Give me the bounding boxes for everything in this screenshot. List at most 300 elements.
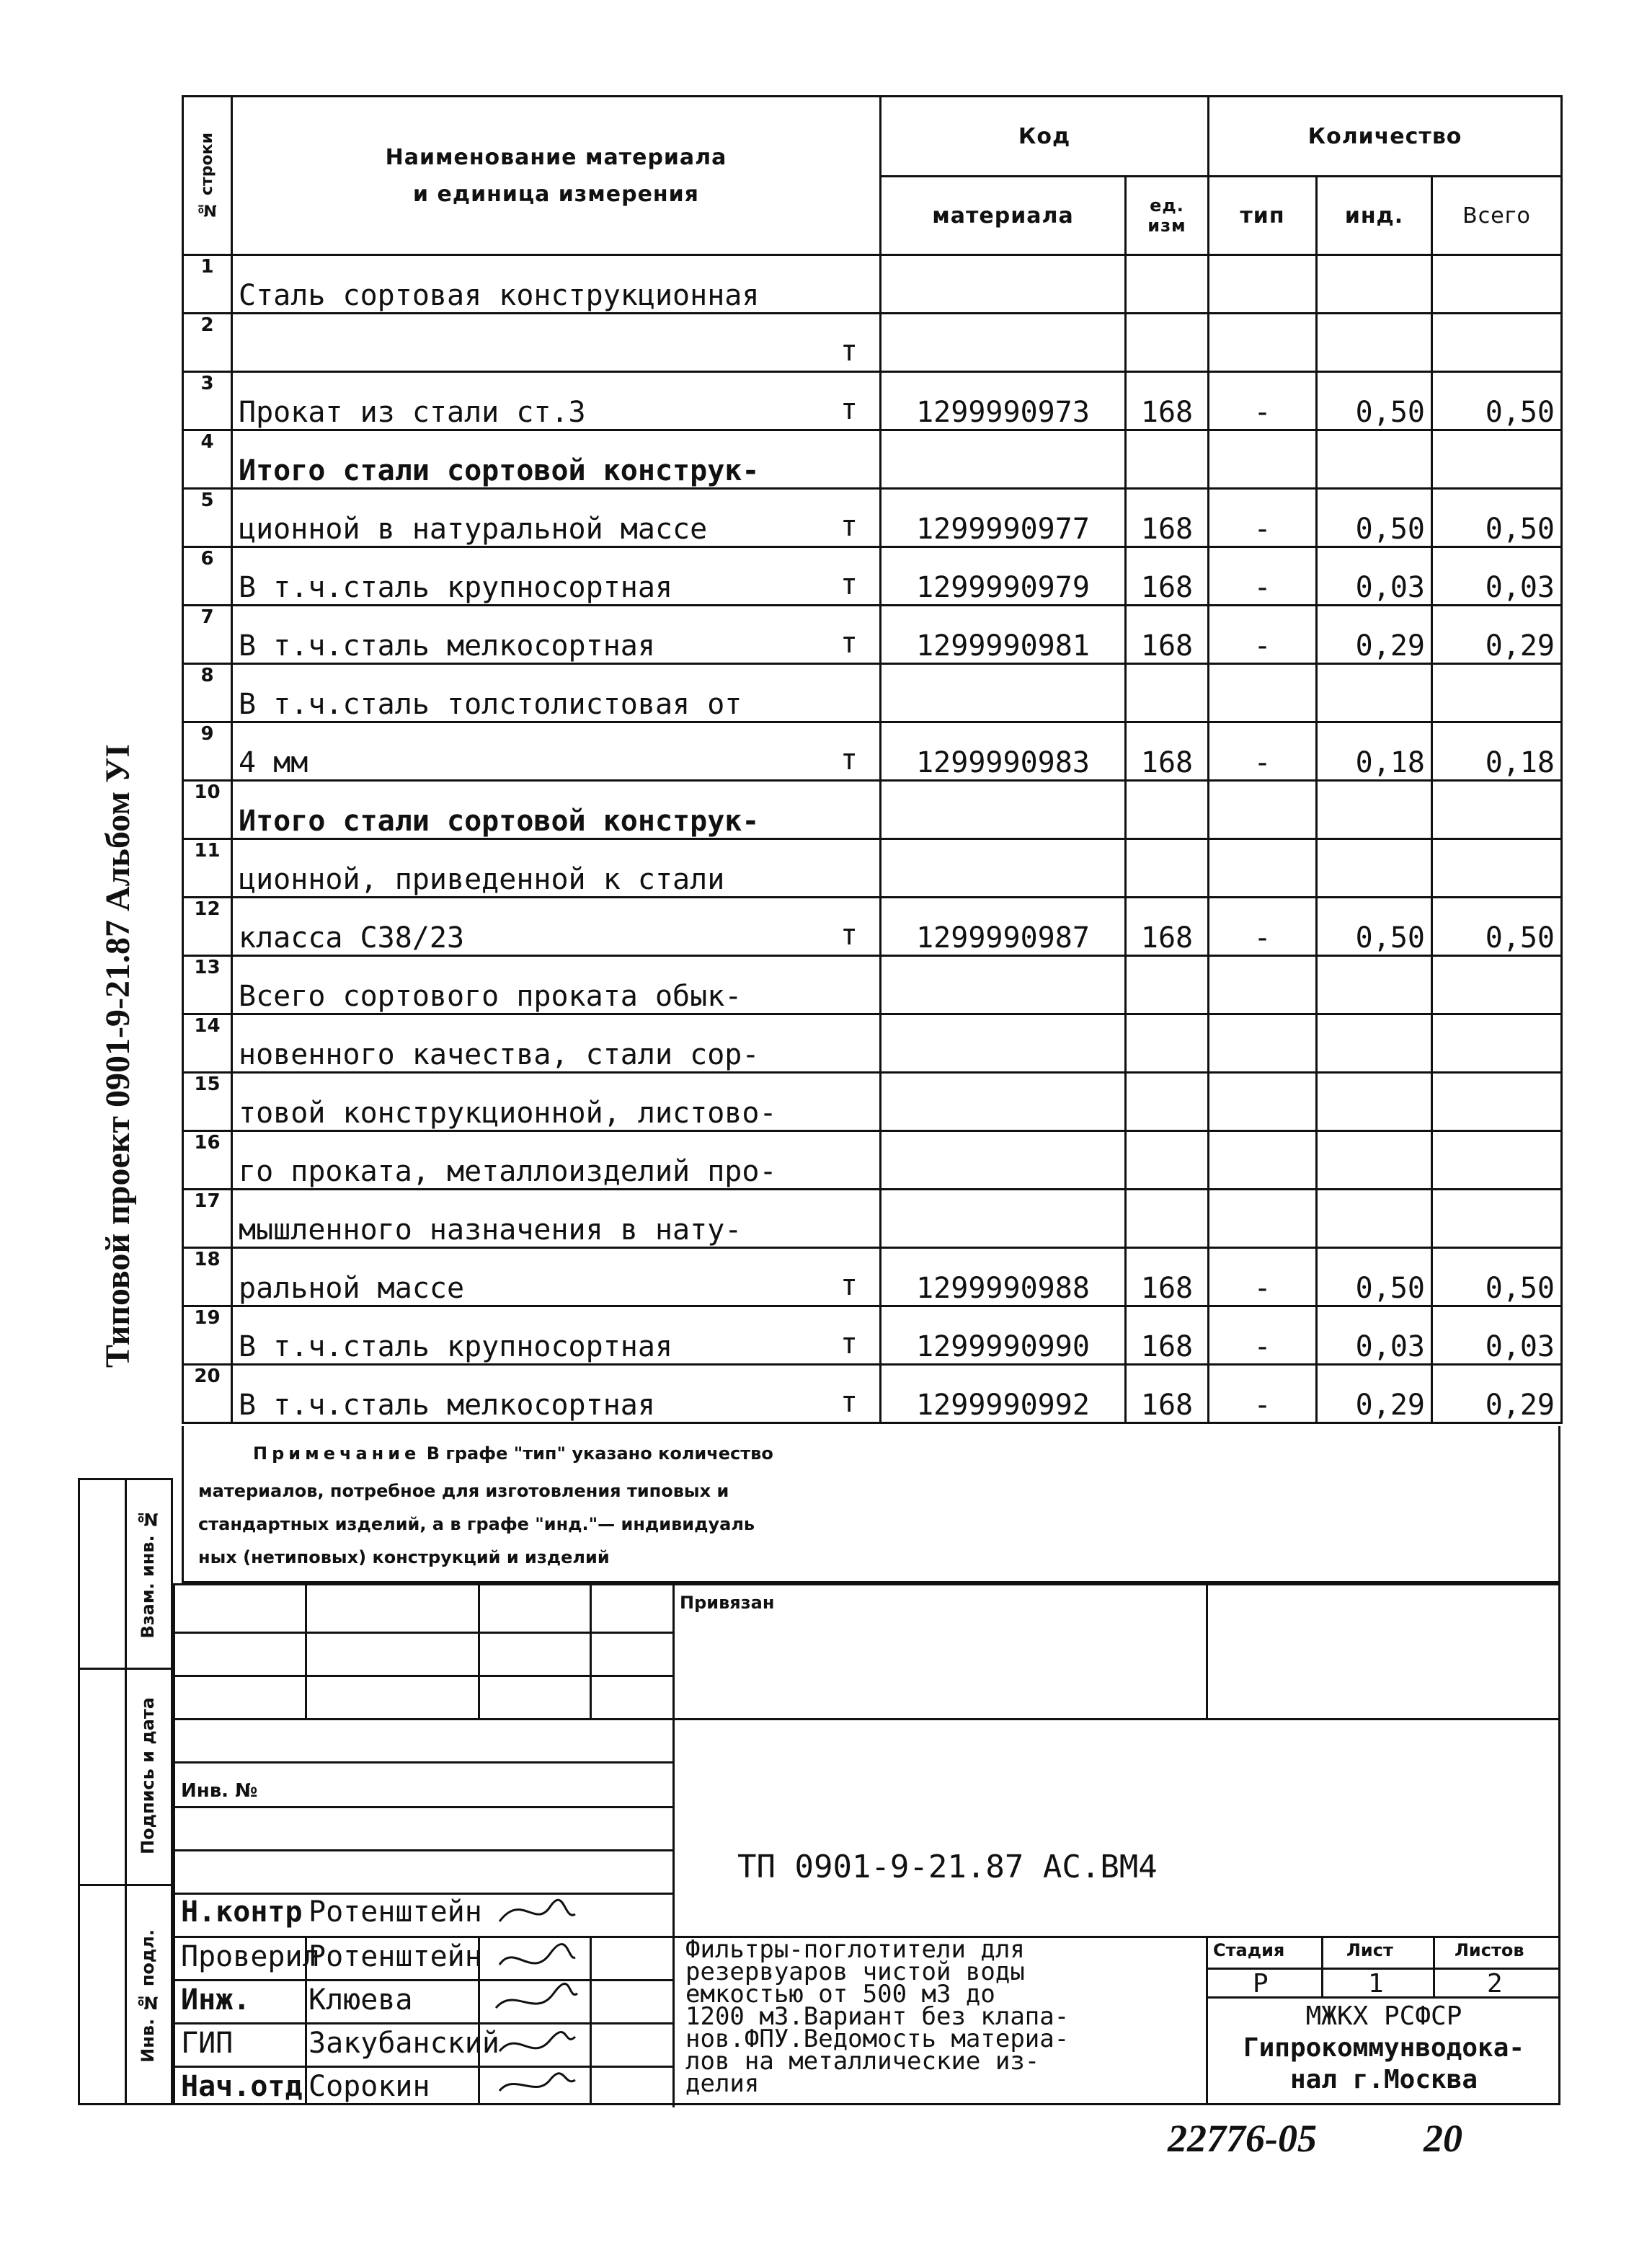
qty-total-text: 0,50 <box>1485 513 1555 546</box>
qty-ind <box>1317 664 1432 722</box>
material-name <box>232 722 881 781</box>
material-name-text: Итого стали сортовой конструк- <box>239 805 760 838</box>
signer-name-3: Клюева <box>308 1983 413 2017</box>
table-row <box>183 1306 1562 1365</box>
unit-code <box>1126 372 1209 430</box>
qty-type <box>1209 664 1317 722</box>
qty-total <box>1432 1306 1562 1365</box>
row-number-text: 7 <box>200 606 214 628</box>
unit-code <box>1126 898 1209 956</box>
material-name-text: го проката, металлоизделий про- <box>239 1155 777 1188</box>
qty-ind <box>1317 1131 1432 1190</box>
material-code <box>881 898 1126 956</box>
material-code <box>881 606 1126 664</box>
material-code <box>881 1306 1126 1365</box>
left-stamp <box>78 1478 173 2105</box>
table-row <box>183 489 1562 547</box>
unit-code <box>1126 781 1209 839</box>
qty-total-text: 0,50 <box>1485 921 1555 955</box>
qty-type <box>1209 314 1317 372</box>
material-code-text: 1299990979 <box>916 571 1090 604</box>
material-code <box>881 372 1126 430</box>
qty-ind-text: 0,50 <box>1355 513 1425 546</box>
sheets-label: Листов <box>1455 1940 1524 1960</box>
row-number <box>183 839 232 898</box>
qty-type <box>1209 372 1317 430</box>
qty-type <box>1209 606 1317 664</box>
qty-total-text: 0,29 <box>1485 1389 1555 1422</box>
qty-total <box>1432 1190 1562 1248</box>
note-line-4: ных (нетиповых) конструкций и изделий <box>198 1547 610 1567</box>
unit-code-text: 168 <box>1140 1330 1194 1363</box>
row-number-text: 19 <box>194 1307 221 1329</box>
unit-code-text: 168 <box>1140 921 1194 955</box>
unit-code <box>1126 1190 1209 1248</box>
material-name-text: В т.ч.сталь толстолистовая от <box>239 688 742 721</box>
qty-ind <box>1317 430 1432 489</box>
qty-total <box>1432 664 1562 722</box>
qty-ind-text: 0,29 <box>1355 1389 1425 1422</box>
signer-role-2: Проверил <box>181 1940 320 1973</box>
material-code <box>881 1073 1126 1131</box>
material-name <box>232 1190 881 1248</box>
qty-total <box>1432 255 1562 314</box>
material-name-text: мышленного назначения в нату- <box>239 1213 742 1247</box>
unit-code <box>1126 1248 1209 1306</box>
material-code <box>881 1190 1126 1248</box>
side-project-title <box>92 678 143 1435</box>
row-number <box>183 664 232 722</box>
material-name-text: Итого стали сортовой конструк- <box>239 454 760 487</box>
qty-type <box>1209 1306 1317 1365</box>
row-number-text: 11 <box>194 840 221 862</box>
qty-ind <box>1317 722 1432 781</box>
qty-total <box>1432 898 1562 956</box>
table-row <box>183 314 1562 372</box>
unit-code <box>1126 255 1209 314</box>
material-name <box>232 956 881 1014</box>
qty-total-text: 0,50 <box>1485 396 1555 429</box>
qty-ind <box>1317 1248 1432 1306</box>
row-number-text: 1 <box>200 256 214 278</box>
note-line-2: материалов, потребное для изготовления типовых и <box>198 1481 729 1501</box>
material-code <box>881 1365 1126 1423</box>
signer-role-4: ГИП <box>181 2027 234 2060</box>
header-code-group: Код <box>881 97 1209 177</box>
qty-type-text: - <box>1253 571 1271 604</box>
row-number <box>183 430 232 489</box>
unit-code <box>1126 547 1209 606</box>
material-code <box>881 956 1126 1014</box>
material-name <box>232 1365 881 1423</box>
row-number <box>183 1073 232 1131</box>
stamp-inv-original: Инв. № подл. <box>138 1929 158 2063</box>
qty-ind-text: 0,18 <box>1355 746 1425 779</box>
inv-no-label: Инв. № <box>181 1780 258 1802</box>
material-name <box>232 314 881 372</box>
unit-of-measure: т <box>840 1269 858 1302</box>
row-number <box>183 1190 232 1248</box>
unit-code <box>1126 1365 1209 1423</box>
material-name <box>232 547 881 606</box>
qty-total-text: 0,29 <box>1485 629 1555 663</box>
signer-role-5: Нач.отд <box>181 2070 303 2103</box>
qty-total <box>1432 956 1562 1014</box>
material-name <box>232 839 881 898</box>
privyazan-label: Привязан <box>680 1593 775 1613</box>
qty-ind-text: 0,03 <box>1355 1330 1425 1363</box>
material-name-text: товой конструкционной, листово- <box>239 1097 777 1130</box>
material-name-text: ционной, приведенной к стали <box>239 863 725 896</box>
material-name-text: 4 мм <box>239 746 308 779</box>
table-row <box>183 898 1562 956</box>
qty-type-text: - <box>1253 513 1271 546</box>
material-code <box>881 489 1126 547</box>
unit-code <box>1126 722 1209 781</box>
signer-role-3: Инж. <box>181 1983 251 2017</box>
material-code-text: 1299990981 <box>916 629 1090 663</box>
unit-code <box>1126 314 1209 372</box>
qty-type <box>1209 1248 1317 1306</box>
material-code-text: 1299990987 <box>916 921 1090 955</box>
row-number-text: 17 <box>194 1190 221 1212</box>
table-row <box>183 430 1562 489</box>
row-number-text: 5 <box>200 490 214 511</box>
table-row <box>183 1014 1562 1073</box>
unit-code <box>1126 1306 1209 1365</box>
material-name <box>232 1248 881 1306</box>
row-number-text: 12 <box>194 898 221 920</box>
row-number-text: 18 <box>194 1249 221 1270</box>
material-name <box>232 898 881 956</box>
qty-type <box>1209 781 1317 839</box>
unit-of-measure: т <box>840 743 858 776</box>
stamp-replace-inv: Взам. инв. № <box>138 1509 158 1639</box>
unit-of-measure: т <box>840 627 858 660</box>
qty-type <box>1209 547 1317 606</box>
material-name-text: В т.ч.сталь мелкосортная <box>239 629 655 663</box>
material-name-text: Сталь сортовая конструкционная <box>239 279 760 312</box>
qty-ind-text: 0,03 <box>1355 571 1425 604</box>
unit-code <box>1126 1073 1209 1131</box>
unit-of-measure: т <box>840 393 858 426</box>
table-row <box>183 1365 1562 1423</box>
material-name <box>232 664 881 722</box>
unit-code <box>1126 430 1209 489</box>
qty-total <box>1432 1073 1562 1131</box>
qty-ind <box>1317 1306 1432 1365</box>
sheet-value: 1 <box>1368 1969 1384 1999</box>
header-quantity-group: Количество <box>1209 97 1562 177</box>
row-number <box>183 547 232 606</box>
row-number <box>183 1248 232 1306</box>
table-row <box>183 1190 1562 1248</box>
material-code-text: 1299990988 <box>916 1272 1090 1305</box>
signer-name-2: Ротенштейн <box>308 1940 482 1973</box>
row-number-text: 14 <box>194 1015 221 1037</box>
row-number-text: 10 <box>194 782 221 803</box>
qty-type-text: - <box>1253 746 1271 779</box>
qty-total-text: 0,50 <box>1485 1272 1555 1305</box>
qty-total <box>1432 547 1562 606</box>
qty-ind <box>1317 1190 1432 1248</box>
table-row <box>183 255 1562 314</box>
qty-ind <box>1317 547 1432 606</box>
qty-total <box>1432 606 1562 664</box>
row-number <box>183 314 232 372</box>
qty-ind-text: 0,50 <box>1355 1272 1425 1305</box>
header-code-material: материала <box>881 177 1126 255</box>
unit-code-text: 168 <box>1140 629 1194 663</box>
qty-total <box>1432 314 1562 372</box>
qty-type <box>1209 1073 1317 1131</box>
qty-ind <box>1317 1014 1432 1073</box>
unit-of-measure: т <box>840 335 858 368</box>
table-row <box>183 1248 1562 1306</box>
unit-code <box>1126 489 1209 547</box>
unit-code <box>1126 839 1209 898</box>
materials-table <box>182 95 1560 1424</box>
note-line-3: стандартных изделий, а в графе "инд."— индивидуаль <box>198 1514 755 1534</box>
document-code: ТП 0901-9-21.87 АС.ВМ4 <box>737 1849 1158 1885</box>
qty-total <box>1432 489 1562 547</box>
stamp-signature-date: Подпись и дата <box>138 1697 158 1854</box>
qty-total <box>1432 1131 1562 1190</box>
qty-type <box>1209 255 1317 314</box>
material-name-text: В т.ч.сталь крупносортная <box>239 1330 673 1363</box>
table-row <box>183 1073 1562 1131</box>
unit-code-text: 168 <box>1140 1272 1194 1305</box>
qty-ind <box>1317 314 1432 372</box>
row-number <box>183 956 232 1014</box>
table-row <box>183 722 1562 781</box>
side-title-text: Типовой проект 0901-9-21.87 Альбом УI <box>98 744 137 1368</box>
qty-ind-text: 0,50 <box>1355 396 1425 429</box>
stage-label: Стадия <box>1213 1940 1285 1960</box>
row-number <box>183 1306 232 1365</box>
qty-ind <box>1317 1073 1432 1131</box>
qty-type <box>1209 898 1317 956</box>
material-name <box>232 1131 881 1190</box>
qty-ind <box>1317 489 1432 547</box>
note-block <box>182 1426 1560 1583</box>
note-line-1: Примечание В графе "тип" указано количество <box>253 1443 773 1464</box>
table-row <box>183 664 1562 722</box>
row-number <box>183 489 232 547</box>
qty-type <box>1209 722 1317 781</box>
material-name-text: В т.ч.сталь мелкосортная <box>239 1389 655 1422</box>
material-code <box>881 839 1126 898</box>
material-code <box>881 255 1126 314</box>
material-name-text: Всего сортового проката обык- <box>239 980 742 1013</box>
qty-type-text: - <box>1253 1389 1271 1422</box>
unit-code <box>1126 1131 1209 1190</box>
row-number-text: 13 <box>194 957 221 978</box>
material-name <box>232 1073 881 1131</box>
material-name <box>232 606 881 664</box>
sheet-label: Лист <box>1346 1940 1393 1960</box>
row-number <box>183 1365 232 1423</box>
material-name-text: В т.ч.сталь крупносортная <box>239 571 673 604</box>
material-code <box>881 722 1126 781</box>
qty-total <box>1432 722 1562 781</box>
material-code-text: 1299990983 <box>916 746 1090 779</box>
qty-type <box>1209 1365 1317 1423</box>
signatures-image <box>492 1885 579 2102</box>
qty-type-text: - <box>1253 629 1271 663</box>
qty-ind <box>1317 255 1432 314</box>
row-number-text: 6 <box>200 548 214 570</box>
material-name-text: Прокат из стали ст.3 <box>239 396 586 429</box>
qty-type <box>1209 1131 1317 1190</box>
table-row <box>183 781 1562 839</box>
row-number-text: 2 <box>200 314 214 336</box>
stage-value: Р <box>1253 1969 1269 1999</box>
material-name-text: ционной в натуральной массе <box>239 513 708 546</box>
qty-ind-text: 0,29 <box>1355 629 1425 663</box>
material-name <box>232 781 881 839</box>
row-number <box>183 372 232 430</box>
qty-ind <box>1317 372 1432 430</box>
signer-role-1: Н.контр <box>181 1895 303 1929</box>
qty-type-text: - <box>1253 1330 1271 1363</box>
qty-ind <box>1317 606 1432 664</box>
table-row <box>183 956 1562 1014</box>
qty-total <box>1432 781 1562 839</box>
archive-number: 22776-05 <box>1168 2117 1317 2160</box>
header-qty-type: тип <box>1209 177 1317 255</box>
qty-total <box>1432 1248 1562 1306</box>
qty-total <box>1432 372 1562 430</box>
unit-of-measure: т <box>840 1386 858 1419</box>
unit-code <box>1126 606 1209 664</box>
table-row <box>183 839 1562 898</box>
qty-ind <box>1317 781 1432 839</box>
material-code-text: 1299990977 <box>916 513 1090 546</box>
material-name-text: класса С38/23 <box>239 921 465 955</box>
unit-code-text: 168 <box>1140 571 1194 604</box>
row-number-text: 4 <box>200 431 214 453</box>
row-number-text: 16 <box>194 1132 221 1154</box>
row-number <box>183 606 232 664</box>
qty-type <box>1209 489 1317 547</box>
material-code <box>881 430 1126 489</box>
material-name-text: ральной массе <box>239 1272 465 1305</box>
unit-of-measure: т <box>840 919 858 952</box>
row-number-text: 3 <box>200 373 214 394</box>
qty-total <box>1432 1365 1562 1423</box>
table-row <box>183 372 1562 430</box>
header-qty-total: Всего <box>1432 177 1562 255</box>
qty-type <box>1209 1190 1317 1248</box>
qty-ind <box>1317 1365 1432 1423</box>
row-number <box>183 1014 232 1073</box>
row-number <box>183 781 232 839</box>
qty-type-text: - <box>1253 396 1271 429</box>
material-code-text: 1299990973 <box>916 396 1090 429</box>
table-row <box>183 606 1562 664</box>
material-code <box>881 1014 1126 1073</box>
unit-of-measure: т <box>840 1327 858 1360</box>
material-name-text: новенного качества, стали сор- <box>239 1038 760 1071</box>
title-block <box>173 1583 1560 2105</box>
qty-ind <box>1317 956 1432 1014</box>
qty-type <box>1209 839 1317 898</box>
signer-name-4: Закубанский <box>308 2027 499 2060</box>
unit-code-text: 168 <box>1140 746 1194 779</box>
table-row <box>183 547 1562 606</box>
unit-code-text: 168 <box>1140 396 1194 429</box>
header-row-number: № строки <box>183 97 232 255</box>
qty-type-text: - <box>1253 1272 1271 1305</box>
qty-ind-text: 0,50 <box>1355 921 1425 955</box>
signer-name-1: Ротенштейн <box>308 1895 482 1929</box>
header-code-unit: ед. изм <box>1126 177 1209 255</box>
document-description: Фильтры-поглотители для резервуаров чистой воды емкостью от 500 м3 до 1200 м3.Вариант без клапа- нов.ФПУ.Ведомость материа- лов на металлические из- делия <box>685 1935 1070 2098</box>
qty-ind <box>1317 898 1432 956</box>
qty-total-text: 0,03 <box>1485 571 1555 604</box>
material-code-text: 1299990992 <box>916 1389 1090 1422</box>
unit-code <box>1126 956 1209 1014</box>
material-code <box>881 664 1126 722</box>
page-number: 20 <box>1424 2117 1462 2160</box>
qty-total-text: 0,18 <box>1485 746 1555 779</box>
header-material-name: Наименование материала и единица измерения <box>232 97 881 255</box>
material-code <box>881 1248 1126 1306</box>
material-name <box>232 1014 881 1073</box>
material-code <box>881 547 1126 606</box>
unit-of-measure: т <box>840 510 858 543</box>
sheets-value: 2 <box>1487 1969 1503 1999</box>
material-code <box>881 781 1126 839</box>
row-number-text: 8 <box>200 665 214 686</box>
qty-type <box>1209 956 1317 1014</box>
material-code <box>881 1131 1126 1190</box>
material-name <box>232 372 881 430</box>
row-number-text: 15 <box>194 1074 221 1095</box>
material-name <box>232 1306 881 1365</box>
organization: МЖКХ РСФСР Гипрокоммунводока- нал г.Москва <box>1243 2001 1525 2094</box>
material-code <box>881 314 1126 372</box>
qty-type <box>1209 1014 1317 1073</box>
qty-total <box>1432 430 1562 489</box>
qty-ind <box>1317 839 1432 898</box>
material-name <box>232 489 881 547</box>
qty-type-text: - <box>1253 921 1271 955</box>
header-qty-ind: инд. <box>1317 177 1432 255</box>
unit-code-text: 168 <box>1140 513 1194 546</box>
row-number <box>183 722 232 781</box>
material-code-text: 1299990990 <box>916 1330 1090 1363</box>
row-number <box>183 898 232 956</box>
row-number-text: 9 <box>200 723 214 745</box>
qty-total <box>1432 1014 1562 1073</box>
table-row <box>183 1131 1562 1190</box>
qty-total-text: 0,03 <box>1485 1330 1555 1363</box>
material-name <box>232 430 881 489</box>
row-number <box>183 255 232 314</box>
row-number <box>183 1131 232 1190</box>
row-number-text: 20 <box>194 1366 221 1387</box>
signer-name-5: Сорокин <box>308 2070 430 2103</box>
unit-code-text: 168 <box>1140 1389 1194 1422</box>
qty-total <box>1432 839 1562 898</box>
material-name <box>232 255 881 314</box>
unit-code <box>1126 1014 1209 1073</box>
unit-code <box>1126 664 1209 722</box>
qty-type <box>1209 430 1317 489</box>
unit-of-measure: т <box>840 568 858 601</box>
